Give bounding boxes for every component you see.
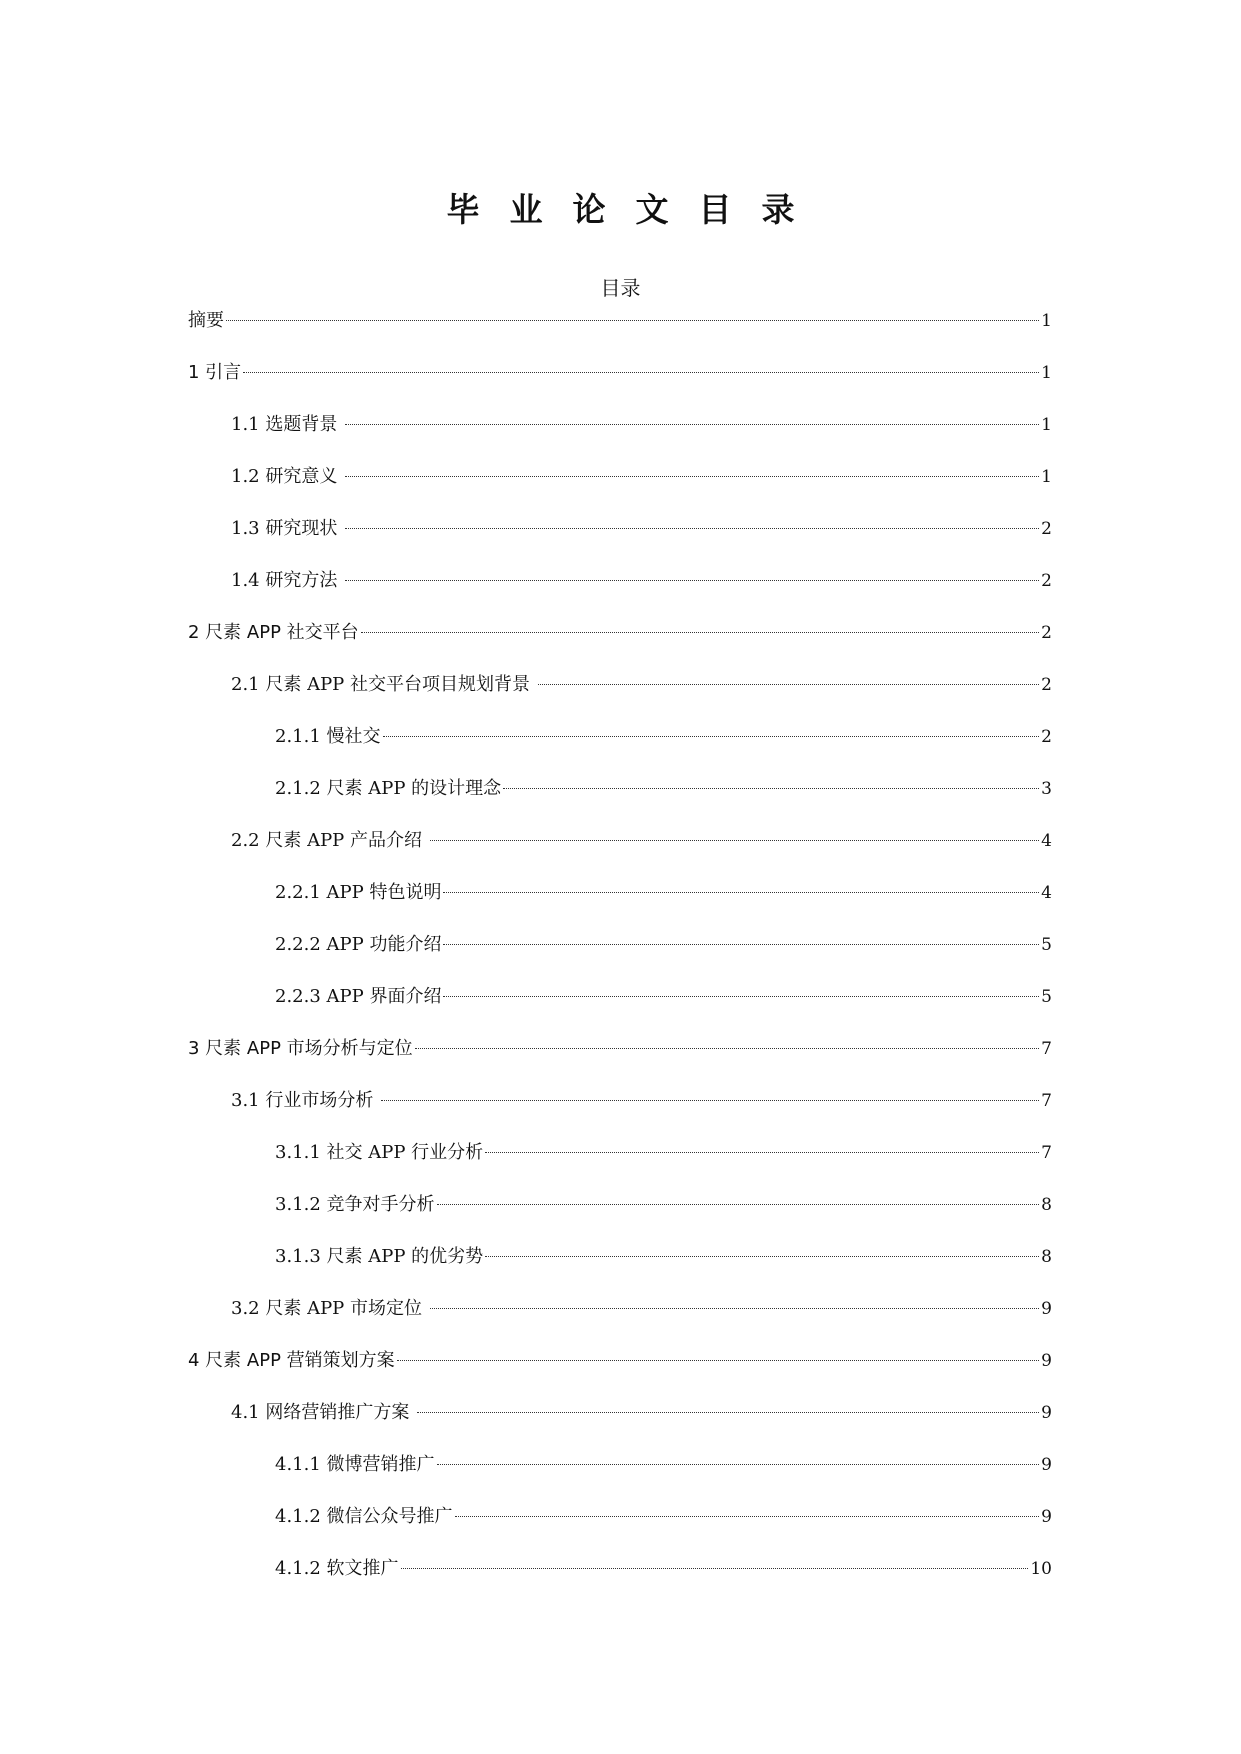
toc-dot-leader (397, 1359, 1040, 1361)
toc-dot-leader (345, 475, 1039, 477)
toc-entry[interactable] (188, 407, 1052, 459)
toc-entry-label: 3.2 尺素 APP 市场定位 (231, 1298, 428, 1319)
toc-dot-leader (383, 735, 1040, 737)
toc-entry[interactable] (188, 979, 1052, 1031)
toc-entry[interactable] (188, 875, 1052, 927)
toc-entry[interactable] (188, 563, 1052, 615)
toc-entry-label: 2.2.2 APP 功能介绍 (275, 934, 442, 955)
toc-entry-page-number: 7 (1041, 1143, 1052, 1163)
toc-dot-leader (443, 943, 1039, 945)
toc-dot-leader (226, 319, 1039, 321)
toc-entry-label: 2 尺素 APP 社交平台 (188, 622, 359, 643)
toc-entry[interactable] (188, 1031, 1052, 1083)
toc-entry-label: 3.1.1 社交 APP 行业分析 (275, 1142, 484, 1163)
toc-entry-label: 4 尺素 APP 营销策划方案 (188, 1350, 395, 1371)
toc-dot-leader (485, 1255, 1039, 1257)
toc-entry-page-number: 8 (1041, 1247, 1052, 1267)
toc-entry[interactable] (188, 459, 1052, 511)
toc-entry[interactable] (188, 1083, 1052, 1135)
toc-entry-page-number: 4 (1041, 883, 1052, 903)
toc-dot-leader (503, 787, 1039, 789)
toc-heading: 目录 (600, 276, 641, 300)
toc-dot-leader (485, 1151, 1039, 1153)
toc-entry[interactable] (188, 303, 1052, 355)
toc-entry-page-number: 2 (1041, 623, 1052, 643)
toc-entry-label: 4.1.1 微博营销推广 (275, 1454, 435, 1475)
toc-entry-page-number: 3 (1041, 779, 1052, 799)
toc-entry[interactable] (188, 719, 1052, 771)
toc-entry-label: 4.1.2 软文推广 (275, 1558, 399, 1579)
toc-entry-page-number: 7 (1041, 1091, 1052, 1111)
toc-dot-leader (443, 995, 1039, 997)
toc-entry-label: 2.1.1 慢社交 (275, 726, 381, 747)
toc-entry[interactable] (188, 1187, 1052, 1239)
toc-entry-page-number: 1 (1041, 363, 1052, 383)
toc-entry-label: 2.2.1 APP 特色说明 (275, 882, 442, 903)
toc-entry[interactable] (188, 667, 1052, 719)
toc-entry-page-number: 9 (1041, 1507, 1052, 1527)
toc-dot-leader (381, 1099, 1039, 1101)
toc-entry-page-number: 8 (1041, 1195, 1052, 1215)
toc-dot-leader (415, 1047, 1040, 1049)
toc-entry-label: 1.2 研究意义 (231, 466, 344, 487)
toc-entry-label: 1.3 研究现状 (231, 518, 344, 539)
toc-entry-label: 1 引言 (188, 362, 242, 383)
toc-entry[interactable] (188, 927, 1052, 979)
toc-entry-label: 3.1.2 竞争对手分析 (275, 1194, 435, 1215)
toc-entry-page-number: 9 (1041, 1403, 1052, 1423)
toc-entry[interactable] (188, 1343, 1052, 1395)
toc-entry[interactable] (188, 511, 1052, 563)
toc-entry-page-number: 9 (1041, 1455, 1052, 1475)
toc-entry-page-number: 9 (1041, 1351, 1052, 1371)
toc-entry-page-number: 1 (1041, 311, 1052, 331)
toc-entry-page-number: 7 (1041, 1039, 1052, 1059)
toc-entry-page-number: 5 (1041, 987, 1052, 1007)
toc-entry-label: 3.1.3 尺素 APP 的优劣势 (275, 1246, 484, 1267)
toc-entry-label: 1.4 研究方法 (231, 570, 344, 591)
toc-dot-leader (243, 371, 1039, 373)
toc-entry-label: 3 尺素 APP 市场分析与定位 (188, 1038, 413, 1059)
toc-dot-leader (437, 1463, 1040, 1465)
page-title: 毕业论文目录 (446, 190, 825, 229)
toc-entry[interactable] (188, 615, 1052, 667)
toc-dot-leader (430, 1307, 1039, 1309)
toc-entry-page-number: 10 (1030, 1559, 1052, 1579)
toc-entry-label: 4.1.2 微信公众号推广 (275, 1506, 453, 1527)
toc-entry-page-number: 2 (1041, 675, 1052, 695)
toc-entry[interactable] (188, 1239, 1052, 1291)
toc-entry-page-number: 1 (1041, 467, 1052, 487)
toc-entry-label: 4.1 网络营销推广方案 (231, 1402, 416, 1423)
toc-entry-label: 3.1 行业市场分析 (231, 1090, 380, 1111)
toc-entry[interactable] (188, 1447, 1052, 1499)
toc-dot-leader (417, 1411, 1039, 1413)
toc-entry[interactable] (188, 823, 1052, 875)
toc-entry[interactable] (188, 1395, 1052, 1447)
toc-dot-leader (401, 1567, 1029, 1569)
toc-dot-leader (437, 1203, 1040, 1205)
toc-entry[interactable] (188, 355, 1052, 407)
toc-entry-page-number: 5 (1041, 935, 1052, 955)
toc-entry-page-number: 9 (1041, 1299, 1052, 1319)
toc-dot-leader (345, 527, 1039, 529)
toc-entry-label: 1.1 选题背景 (231, 414, 344, 435)
toc-entry[interactable] (188, 1499, 1052, 1551)
toc-entry-label: 2.1.2 尺素 APP 的设计理念 (275, 778, 502, 799)
toc-dot-leader (345, 579, 1039, 581)
toc-dot-leader (345, 423, 1039, 425)
toc-entry[interactable] (188, 1135, 1052, 1187)
toc-dot-leader (443, 891, 1039, 893)
toc-dot-leader (455, 1515, 1040, 1517)
toc-entry-page-number: 2 (1041, 727, 1052, 747)
toc-dot-leader (430, 839, 1039, 841)
toc-entry-label: 摘要 (188, 310, 224, 331)
toc-entry-page-number: 2 (1041, 571, 1052, 591)
toc-dot-leader (538, 683, 1039, 685)
toc-entry-page-number: 1 (1041, 415, 1052, 435)
toc-entry-label: 2.2.3 APP 界面介绍 (275, 986, 442, 1007)
toc-entry-label: 2.1 尺素 APP 社交平台项目规划背景 (231, 674, 536, 695)
toc-entry-page-number: 4 (1041, 831, 1052, 851)
toc-entry[interactable] (188, 1291, 1052, 1343)
table-of-contents (188, 303, 1052, 1603)
toc-dot-leader (361, 631, 1040, 633)
toc-entry[interactable] (188, 1551, 1052, 1603)
toc-entry[interactable] (188, 771, 1052, 823)
toc-entry-page-number: 2 (1041, 519, 1052, 539)
toc-entry-label: 2.2 尺素 APP 产品介绍 (231, 830, 428, 851)
